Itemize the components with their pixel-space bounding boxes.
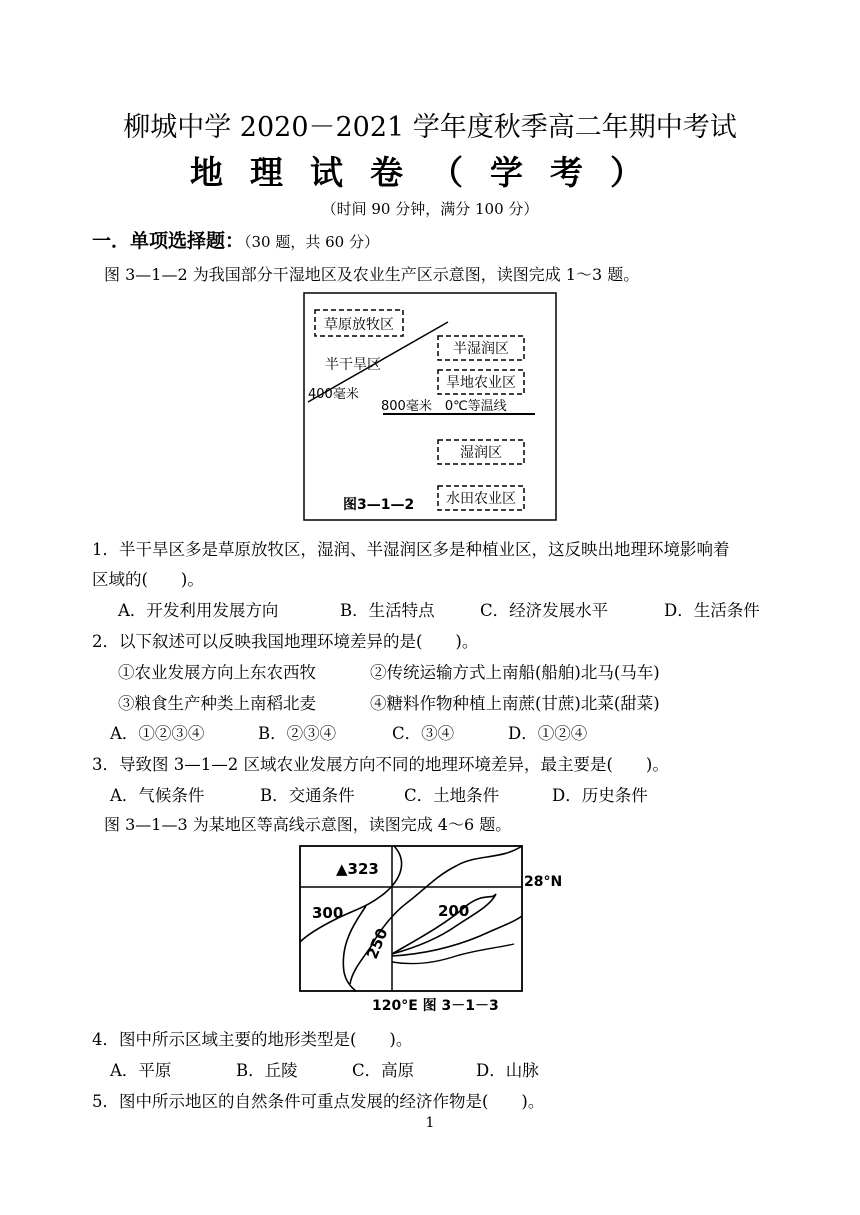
q2-item-1: ①农业发展方向上东农西牧 xyxy=(118,663,316,682)
section-note: （30 题，共 60 分） xyxy=(244,233,379,251)
label-grassland: 草原放牧区 xyxy=(324,317,394,333)
intro-1: 图 3—1—2 为我国部分干湿地区及农业生产区示意图，读图完成 1～3 题。 xyxy=(104,265,640,284)
q1-option-b: B．生活特点 xyxy=(340,601,435,620)
q2-option-b: B．②③④ xyxy=(258,724,337,743)
exam-time-note: （时间 90 分钟，满分 100 分） xyxy=(321,200,539,218)
q2-option-c: C．③④ xyxy=(392,724,455,743)
q4-option-d: D．山脉 xyxy=(476,1061,539,1080)
q2-item-4: ④糖料作物种植上南蔗(甘蔗)北菜(甜菜) xyxy=(370,694,660,713)
label-humid: 湿润区 xyxy=(460,445,502,461)
label-semiarid: 半干旱区 xyxy=(325,357,381,373)
q2-item-2: ②传统运输方式上南船(船舶)北马(马车) xyxy=(370,663,660,682)
caption-3-1-3: 120°E 图 3－1－3 xyxy=(372,998,499,1014)
contour-300: 300 xyxy=(312,904,344,922)
q3-option-c: C．土地条件 xyxy=(404,786,500,805)
label-peak-323: ▲323 xyxy=(336,860,379,878)
label-400mm: 400毫米 xyxy=(308,387,359,402)
question-2-stem: 2．以下叙述可以反映我国地理环境差异的是( )。 xyxy=(92,632,479,651)
section-title: 一．单项选择题： xyxy=(92,230,245,252)
q3-option-d: D．历史条件 xyxy=(552,786,648,805)
label-semihumid: 半湿润区 xyxy=(453,341,509,357)
q2-option-d: D．①②④ xyxy=(508,724,588,743)
question-5-stem: 5．图中所示地区的自然条件可重点发展的经济作物是( )。 xyxy=(92,1092,545,1111)
label-28n: 28°N xyxy=(524,874,563,890)
contour-250: 250 xyxy=(363,925,392,962)
page-number: 1 xyxy=(425,1115,435,1131)
exam-title: 柳城中学 2020－2021 学年度秋季高二年期中考试 xyxy=(123,112,737,143)
q4-option-b: B．丘陵 xyxy=(236,1061,298,1080)
question-1-line1: 1．半干旱区多是草原放牧区，湿润、半湿润区多是种植业区，这反映出地理环境影响着 xyxy=(92,540,730,559)
figure-3-1-3 xyxy=(296,844,564,1014)
figure-3-1-2 xyxy=(303,292,557,521)
q1-option-a: A．开发利用发展方向 xyxy=(118,601,279,620)
q1-option-c: C．经济发展水平 xyxy=(480,601,609,620)
exam-subtitle: 地理试卷（学考） xyxy=(190,153,670,192)
q4-option-a: A．平原 xyxy=(110,1061,172,1080)
section-heading xyxy=(92,226,379,253)
q3-option-a: A．气候条件 xyxy=(110,786,205,805)
label-800mm: 800毫米 0℃等温线 xyxy=(381,399,507,414)
q2-option-a: A．①②③④ xyxy=(110,724,205,743)
q3-option-b: B．交通条件 xyxy=(260,786,355,805)
label-paddy: 水田农业区 xyxy=(446,491,516,507)
contour-200: 200 xyxy=(438,902,470,920)
caption-3-1-2: 图3—1—2 xyxy=(343,497,415,513)
question-1-line2: 区域的( )。 xyxy=(92,570,204,589)
label-dryfarm: 旱地农业区 xyxy=(446,375,516,391)
question-3-stem: 3．导致图 3—1—2 区域农业发展方向不同的地理环境差异，最主要是( )。 xyxy=(92,755,669,774)
question-4-stem: 4．图中所示区域主要的地形类型是( )。 xyxy=(92,1030,413,1049)
q1-option-d: D．生活条件 xyxy=(664,601,760,620)
intro-2: 图 3—1—3 为某地区等高线示意图，读图完成 4～6 题。 xyxy=(104,815,512,834)
q4-option-c: C．高原 xyxy=(352,1061,415,1080)
q2-item-3: ③粮食生产种类上南稻北麦 xyxy=(118,694,316,713)
